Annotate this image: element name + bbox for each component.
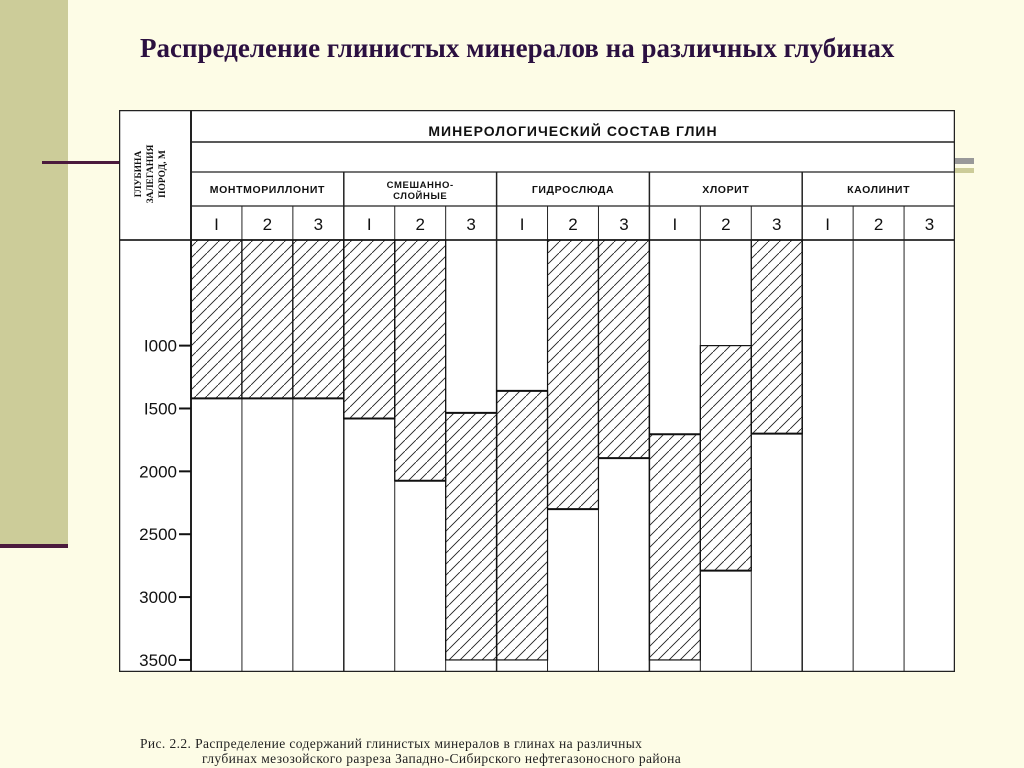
column-label: I xyxy=(366,215,372,234)
column-label: I xyxy=(672,215,678,234)
left-divider-rule xyxy=(42,161,122,164)
column-label: 3 xyxy=(313,215,324,234)
chart-svg xyxy=(119,110,955,672)
hatched-zone xyxy=(446,413,497,660)
column-label: 2 xyxy=(873,215,884,234)
hatched-zone xyxy=(191,240,242,398)
hatched-zone xyxy=(344,240,395,419)
figure-caption xyxy=(140,736,1000,766)
bottom-divider-rule xyxy=(0,544,68,548)
hatched-zone xyxy=(649,434,700,660)
hatched-zone xyxy=(700,346,751,571)
column-label: I xyxy=(214,215,219,234)
group-label: МОНТМОРИЛЛОНИТ xyxy=(209,184,326,196)
column-label: 3 xyxy=(924,215,935,234)
y-axis-label: ЗАЛЕГАНИЯ xyxy=(146,144,156,204)
hatched-zone xyxy=(395,240,446,481)
group-label: СЛОЙНЫЕ xyxy=(393,191,448,202)
hatched-zone xyxy=(548,240,599,509)
chart-title: МИНЕРОЛОГИЧЕСКИЙ СОСТАВ ГЛИН xyxy=(428,123,718,139)
y-tick-label: I000 xyxy=(143,336,177,356)
hatched-zone xyxy=(497,391,548,660)
column-label: 2 xyxy=(568,215,578,234)
slide-title: Распределение глинистых минералов на различных глубинах xyxy=(140,33,895,63)
hatched-zone xyxy=(751,240,802,434)
y-tick-label: 3000 xyxy=(139,588,177,608)
y-axis-label: ПОРОД, М xyxy=(158,150,168,198)
column-label: 2 xyxy=(721,215,731,234)
y-axis-label: ГЛУБИНА xyxy=(134,150,144,198)
caption-line-1: Рис. 2.2. Распределение содержаний глинистых минералов в глинах на различных xyxy=(140,736,643,751)
caption-line-2: глубинах мезозойского разреза Западно-Сибирского нефтегазоносного района xyxy=(202,751,682,766)
group-label: СМЕШАННО- xyxy=(386,180,454,191)
y-tick-label: I500 xyxy=(143,399,177,419)
column-label: 3 xyxy=(619,215,629,234)
column-label: 3 xyxy=(466,215,476,234)
column-label: 3 xyxy=(771,215,782,234)
column-label: I xyxy=(825,215,831,234)
side-decor-strip xyxy=(0,0,68,548)
hatched-zone xyxy=(242,240,293,398)
hatched-zone xyxy=(293,240,344,398)
y-tick-label: 2000 xyxy=(139,462,177,482)
right-divider-rule-accent xyxy=(954,168,974,173)
right-divider-rule xyxy=(954,158,974,164)
group-label: ХЛОРИТ xyxy=(702,184,750,196)
y-tick-label: 2500 xyxy=(139,525,177,545)
column-label: I xyxy=(519,215,525,234)
column-label: 2 xyxy=(415,215,425,234)
hatched-zone xyxy=(598,240,649,458)
column-label: 2 xyxy=(262,215,273,234)
mineral-chart xyxy=(119,110,955,672)
group-label: ГИДРОСЛЮДА xyxy=(531,184,615,196)
y-tick-label: 3500 xyxy=(139,650,177,670)
group-label: КАОЛИНИТ xyxy=(847,184,911,196)
